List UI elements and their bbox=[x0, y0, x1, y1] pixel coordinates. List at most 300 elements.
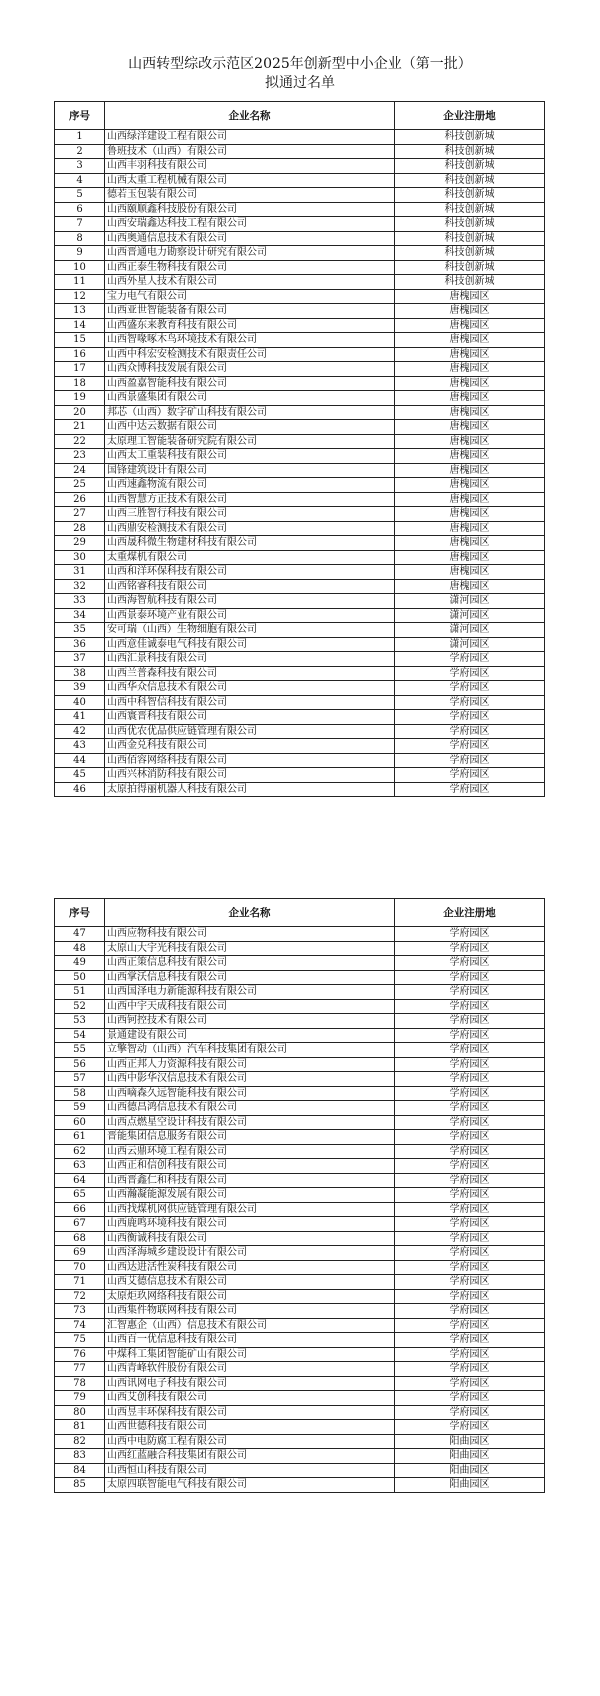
registration-location: 学府园区 bbox=[395, 1014, 545, 1029]
registration-location: 学府园区 bbox=[395, 985, 545, 1000]
registration-location: 学府园区 bbox=[395, 724, 545, 739]
table-row bbox=[55, 130, 545, 145]
row-number: 38 bbox=[55, 666, 105, 681]
company-name: 山西讯网电子科技有限公司 bbox=[105, 1376, 395, 1391]
table-row bbox=[55, 1275, 545, 1290]
registration-location: 科技创新城 bbox=[395, 217, 545, 232]
table-row bbox=[55, 304, 545, 319]
company-name: 山西国泽电力新能源科技有限公司 bbox=[105, 985, 395, 1000]
registration-location: 唐槐园区 bbox=[395, 507, 545, 522]
registration-location: 学府园区 bbox=[395, 1057, 545, 1072]
registration-location: 阳曲园区 bbox=[395, 1449, 545, 1464]
company-name: 山西嘀森久远智能科技有限公司 bbox=[105, 1086, 395, 1101]
company-name: 山西达进活性炭科技有限公司 bbox=[105, 1260, 395, 1275]
row-number: 43 bbox=[55, 739, 105, 754]
table-row bbox=[55, 1086, 545, 1101]
table-row bbox=[55, 1144, 545, 1159]
table-row bbox=[55, 347, 545, 362]
row-number: 28 bbox=[55, 521, 105, 536]
company-name: 山西外星人技术有限公司 bbox=[105, 275, 395, 290]
company-name: 山西掌沃信息科技有限公司 bbox=[105, 970, 395, 985]
table-row bbox=[55, 536, 545, 551]
header-name: 企业名称 bbox=[105, 899, 395, 927]
registration-location: 科技创新城 bbox=[395, 188, 545, 203]
company-name: 山西中影华汉信息技术有限公司 bbox=[105, 1072, 395, 1087]
table-row bbox=[55, 1391, 545, 1406]
row-number: 83 bbox=[55, 1449, 105, 1464]
registration-location: 唐槐园区 bbox=[395, 333, 545, 348]
company-name: 山西钶控技术有限公司 bbox=[105, 1014, 395, 1029]
registration-location: 学府园区 bbox=[395, 695, 545, 710]
registration-location: 唐槐园区 bbox=[395, 318, 545, 333]
registration-location: 学府园区 bbox=[395, 739, 545, 754]
table-row bbox=[55, 173, 545, 188]
company-name: 山西中科宏安检测技术有限责任公司 bbox=[105, 347, 395, 362]
row-number: 12 bbox=[55, 289, 105, 304]
row-number: 48 bbox=[55, 941, 105, 956]
row-number: 47 bbox=[55, 927, 105, 942]
registration-location: 阳曲园区 bbox=[395, 1463, 545, 1478]
table-row bbox=[55, 724, 545, 739]
row-number: 29 bbox=[55, 536, 105, 551]
company-name: 山西景泰环境产业有限公司 bbox=[105, 608, 395, 623]
registration-location: 唐槐园区 bbox=[395, 347, 545, 362]
row-number: 71 bbox=[55, 1275, 105, 1290]
registration-location: 唐槐园区 bbox=[395, 536, 545, 551]
company-name: 山西世德科技有限公司 bbox=[105, 1420, 395, 1435]
table-row bbox=[55, 1246, 545, 1261]
company-name: 立擎智动（山西）汽车科技集团有限公司 bbox=[105, 1043, 395, 1058]
table-row bbox=[55, 318, 545, 333]
table-row bbox=[55, 159, 545, 174]
row-number: 32 bbox=[55, 579, 105, 594]
company-name: 山西太重工程机械有限公司 bbox=[105, 173, 395, 188]
registration-location: 唐槐园区 bbox=[395, 550, 545, 565]
registration-location: 唐槐园区 bbox=[395, 478, 545, 493]
table-row bbox=[55, 652, 545, 667]
company-name: 山西瀚凝能源发展有限公司 bbox=[105, 1188, 395, 1203]
company-name: 山西红蓝融合科技集团有限公司 bbox=[105, 1449, 395, 1464]
row-number: 8 bbox=[55, 231, 105, 246]
table-row bbox=[55, 1028, 545, 1043]
company-name: 山西正邦人力资源科技有限公司 bbox=[105, 1057, 395, 1072]
document-title: 山西转型综改示范区2025年创新型中小企业（第一批） bbox=[128, 56, 472, 72]
table-row bbox=[55, 231, 545, 246]
company-name: 山西艾创科技有限公司 bbox=[105, 1391, 395, 1406]
registration-location: 学府园区 bbox=[395, 1391, 545, 1406]
registration-location: 学府园区 bbox=[395, 1318, 545, 1333]
row-number: 51 bbox=[55, 985, 105, 1000]
row-number: 45 bbox=[55, 768, 105, 783]
table-row bbox=[55, 1159, 545, 1174]
registration-location: 学府园区 bbox=[395, 753, 545, 768]
row-number: 20 bbox=[55, 405, 105, 420]
registration-location: 学府园区 bbox=[395, 681, 545, 696]
company-name: 山西众博科技发展有限公司 bbox=[105, 362, 395, 377]
row-number: 10 bbox=[55, 260, 105, 275]
company-name: 山西鼎安检测技术有限公司 bbox=[105, 521, 395, 536]
row-number: 61 bbox=[55, 1130, 105, 1145]
row-number: 70 bbox=[55, 1260, 105, 1275]
table-row bbox=[55, 521, 545, 536]
row-number: 2 bbox=[55, 144, 105, 159]
table-row bbox=[55, 623, 545, 638]
company-name: 太原理工智能装备研究院有限公司 bbox=[105, 434, 395, 449]
table-row bbox=[55, 1478, 545, 1493]
company-name: 山西中达云数据有限公司 bbox=[105, 420, 395, 435]
registration-location: 学府园区 bbox=[395, 1246, 545, 1261]
company-name: 太原四联智能电气科技有限公司 bbox=[105, 1478, 395, 1493]
registration-location: 学府园区 bbox=[395, 1289, 545, 1304]
company-name: 山西德昌鸿信息技术有限公司 bbox=[105, 1101, 395, 1116]
row-number: 68 bbox=[55, 1231, 105, 1246]
row-number: 9 bbox=[55, 246, 105, 261]
table-row bbox=[55, 260, 545, 275]
registration-location: 学府园区 bbox=[395, 1202, 545, 1217]
registration-location: 学府园区 bbox=[395, 1188, 545, 1203]
table-row bbox=[55, 1420, 545, 1435]
registration-location: 学府园区 bbox=[395, 1260, 545, 1275]
table-row bbox=[55, 565, 545, 580]
row-number: 22 bbox=[55, 434, 105, 449]
company-name: 山西衡诚科技有限公司 bbox=[105, 1231, 395, 1246]
company-name: 山西华众信息技术有限公司 bbox=[105, 681, 395, 696]
table-header-row bbox=[55, 102, 545, 130]
registration-location: 学府园区 bbox=[395, 1333, 545, 1348]
registration-location: 学府园区 bbox=[395, 1159, 545, 1174]
registration-location: 学府园区 bbox=[395, 1420, 545, 1435]
company-name: 山西优农优品供应链管理有限公司 bbox=[105, 724, 395, 739]
row-number: 46 bbox=[55, 782, 105, 797]
row-number: 75 bbox=[55, 1333, 105, 1348]
company-name: 山西盛东来教育科技有限公司 bbox=[105, 318, 395, 333]
registration-location: 学府园区 bbox=[395, 941, 545, 956]
company-name: 山西和洋环保科技有限公司 bbox=[105, 565, 395, 580]
registration-location: 唐槐园区 bbox=[395, 565, 545, 580]
company-name: 山西盈嘉智能科技有限公司 bbox=[105, 376, 395, 391]
row-number: 23 bbox=[55, 449, 105, 464]
registration-location: 学府园区 bbox=[395, 782, 545, 797]
row-number: 65 bbox=[55, 1188, 105, 1203]
registration-location: 学府园区 bbox=[395, 927, 545, 942]
registration-location: 学府园区 bbox=[395, 1043, 545, 1058]
table-row bbox=[55, 637, 545, 652]
company-name: 山西中电防腐工程有限公司 bbox=[105, 1434, 395, 1449]
company-name: 太原拍得丽机器人科技有限公司 bbox=[105, 782, 395, 797]
company-name: 山西晋鑫仁和科技有限公司 bbox=[105, 1173, 395, 1188]
row-number: 63 bbox=[55, 1159, 105, 1174]
registration-location: 学府园区 bbox=[395, 1086, 545, 1101]
registration-location: 唐槐园区 bbox=[395, 289, 545, 304]
registration-location: 科技创新城 bbox=[395, 130, 545, 145]
row-number: 49 bbox=[55, 956, 105, 971]
table-row bbox=[55, 507, 545, 522]
table-row bbox=[55, 1333, 545, 1348]
table-row bbox=[55, 1405, 545, 1420]
table-row bbox=[55, 1115, 545, 1130]
registration-location: 科技创新城 bbox=[395, 231, 545, 246]
row-number: 36 bbox=[55, 637, 105, 652]
company-name: 山西金兑科技有限公司 bbox=[105, 739, 395, 754]
registration-location: 学府园区 bbox=[395, 1275, 545, 1290]
company-name: 山西中科智信科技有限公司 bbox=[105, 695, 395, 710]
table-row bbox=[55, 1072, 545, 1087]
company-name: 山西泽海城乡建设设计有限公司 bbox=[105, 1246, 395, 1261]
table-row bbox=[55, 362, 545, 377]
table-row bbox=[55, 550, 545, 565]
row-number: 84 bbox=[55, 1463, 105, 1478]
table-row bbox=[55, 275, 545, 290]
row-number: 33 bbox=[55, 594, 105, 609]
table-row bbox=[55, 999, 545, 1014]
registration-location: 学府园区 bbox=[395, 652, 545, 667]
row-number: 67 bbox=[55, 1217, 105, 1232]
company-name: 山西正泰生物科技有限公司 bbox=[105, 260, 395, 275]
company-name: 山西太工重装科技有限公司 bbox=[105, 449, 395, 464]
registration-location: 学府园区 bbox=[395, 1405, 545, 1420]
row-number: 42 bbox=[55, 724, 105, 739]
registration-location: 学府园区 bbox=[395, 1217, 545, 1232]
registration-location: 科技创新城 bbox=[395, 173, 545, 188]
table-row bbox=[55, 739, 545, 754]
table-row bbox=[55, 391, 545, 406]
company-name: 山西亚世智能装备有限公司 bbox=[105, 304, 395, 319]
company-name: 山西景盛集团有限公司 bbox=[105, 391, 395, 406]
row-number: 54 bbox=[55, 1028, 105, 1043]
row-number: 16 bbox=[55, 347, 105, 362]
company-name: 山西智喙啄木鸟环境技术有限公司 bbox=[105, 333, 395, 348]
row-number: 3 bbox=[55, 159, 105, 174]
table-row bbox=[55, 333, 545, 348]
row-number: 50 bbox=[55, 970, 105, 985]
row-number: 40 bbox=[55, 695, 105, 710]
registration-location: 学府园区 bbox=[395, 1362, 545, 1377]
enterprise-table-2 bbox=[54, 898, 545, 1493]
header-location: 企业注册地 bbox=[395, 899, 545, 927]
company-name: 太原炬玖网络科技有限公司 bbox=[105, 1289, 395, 1304]
row-number: 24 bbox=[55, 463, 105, 478]
company-name: 山西中宇天成科技有限公司 bbox=[105, 999, 395, 1014]
row-number: 5 bbox=[55, 188, 105, 203]
table-row bbox=[55, 289, 545, 304]
company-name: 山西应物科技有限公司 bbox=[105, 927, 395, 942]
company-name: 景通建设有限公司 bbox=[105, 1028, 395, 1043]
row-number: 62 bbox=[55, 1144, 105, 1159]
registration-location: 潇河园区 bbox=[395, 637, 545, 652]
row-number: 79 bbox=[55, 1391, 105, 1406]
row-number: 81 bbox=[55, 1420, 105, 1435]
table-row bbox=[55, 1463, 545, 1478]
table-row bbox=[55, 1449, 545, 1464]
registration-location: 阳曲园区 bbox=[395, 1434, 545, 1449]
registration-location: 唐槐园区 bbox=[395, 420, 545, 435]
registration-location: 科技创新城 bbox=[395, 246, 545, 261]
table-row bbox=[55, 710, 545, 725]
company-name: 山西鹿鸣环境科技有限公司 bbox=[105, 1217, 395, 1232]
company-name: 山西恒山科技有限公司 bbox=[105, 1463, 395, 1478]
registration-location: 学府园区 bbox=[395, 970, 545, 985]
row-number: 13 bbox=[55, 304, 105, 319]
company-name: 山西意佳诚泰电气科技有限公司 bbox=[105, 637, 395, 652]
row-number: 35 bbox=[55, 623, 105, 638]
company-name: 山西昱丰环保科技有限公司 bbox=[105, 1405, 395, 1420]
table-row bbox=[55, 1362, 545, 1377]
table-row bbox=[55, 1304, 545, 1319]
table-row bbox=[55, 666, 545, 681]
row-number: 56 bbox=[55, 1057, 105, 1072]
company-name: 山西海智航科技有限公司 bbox=[105, 594, 395, 609]
row-number: 66 bbox=[55, 1202, 105, 1217]
company-name: 山西集件物联网科技有限公司 bbox=[105, 1304, 395, 1319]
row-number: 52 bbox=[55, 999, 105, 1014]
table-row bbox=[55, 463, 545, 478]
table-row bbox=[55, 1202, 545, 1217]
company-name: 山西晋通电力勘察设计研究有限公司 bbox=[105, 246, 395, 261]
row-number: 58 bbox=[55, 1086, 105, 1101]
company-name: 晋能集团信息服务有限公司 bbox=[105, 1130, 395, 1145]
company-name: 山西晟科微生物建材科技有限公司 bbox=[105, 536, 395, 551]
table-row bbox=[55, 1260, 545, 1275]
registration-location: 学府园区 bbox=[395, 666, 545, 681]
table-row bbox=[55, 246, 545, 261]
company-name: 山西青峰软件股份有限公司 bbox=[105, 1362, 395, 1377]
table-header-row bbox=[55, 899, 545, 927]
row-number: 26 bbox=[55, 492, 105, 507]
row-number: 14 bbox=[55, 318, 105, 333]
registration-location: 学府园区 bbox=[395, 1304, 545, 1319]
row-number: 78 bbox=[55, 1376, 105, 1391]
table-row bbox=[55, 1188, 545, 1203]
table-row bbox=[55, 695, 545, 710]
registration-location: 学府园区 bbox=[395, 1347, 545, 1362]
table-row bbox=[55, 1434, 545, 1449]
company-name: 山西铭睿科技有限公司 bbox=[105, 579, 395, 594]
registration-location: 学府园区 bbox=[395, 1376, 545, 1391]
company-name: 山西速鑫物流有限公司 bbox=[105, 478, 395, 493]
row-number: 73 bbox=[55, 1304, 105, 1319]
row-number: 15 bbox=[55, 333, 105, 348]
row-number: 76 bbox=[55, 1347, 105, 1362]
row-number: 77 bbox=[55, 1362, 105, 1377]
row-number: 19 bbox=[55, 391, 105, 406]
company-name: 山西绿洋建设工程有限公司 bbox=[105, 130, 395, 145]
table-row bbox=[55, 420, 545, 435]
table-row bbox=[55, 1057, 545, 1072]
registration-location: 学府园区 bbox=[395, 1028, 545, 1043]
registration-location: 唐槐园区 bbox=[395, 492, 545, 507]
row-number: 82 bbox=[55, 1434, 105, 1449]
document-subtitle: 拟通过名单 bbox=[265, 75, 335, 91]
row-number: 21 bbox=[55, 420, 105, 435]
row-number: 55 bbox=[55, 1043, 105, 1058]
row-number: 57 bbox=[55, 1072, 105, 1087]
company-name: 山西汇景科技有限公司 bbox=[105, 652, 395, 667]
table-body-1 bbox=[55, 130, 545, 797]
row-number: 44 bbox=[55, 753, 105, 768]
registration-location: 唐槐园区 bbox=[395, 579, 545, 594]
table-row bbox=[55, 1101, 545, 1116]
header-name: 企业名称 bbox=[105, 102, 395, 130]
row-number: 1 bbox=[55, 130, 105, 145]
header-no: 序号 bbox=[55, 899, 105, 927]
row-number: 4 bbox=[55, 173, 105, 188]
row-number: 11 bbox=[55, 275, 105, 290]
table-row bbox=[55, 1376, 545, 1391]
company-name: 邦芯（山西）数字矿山科技有限公司 bbox=[105, 405, 395, 420]
table-row bbox=[55, 405, 545, 420]
table-row bbox=[55, 434, 545, 449]
table-row bbox=[55, 1173, 545, 1188]
company-name: 山西找煤机网供应链管理有限公司 bbox=[105, 1202, 395, 1217]
row-number: 37 bbox=[55, 652, 105, 667]
row-number: 85 bbox=[55, 1478, 105, 1493]
row-number: 27 bbox=[55, 507, 105, 522]
table-row bbox=[55, 956, 545, 971]
company-name: 国锋建筑设计有限公司 bbox=[105, 463, 395, 478]
row-number: 64 bbox=[55, 1173, 105, 1188]
registration-location: 唐槐园区 bbox=[395, 304, 545, 319]
company-name: 山西兰普森科技有限公司 bbox=[105, 666, 395, 681]
table-row bbox=[55, 768, 545, 783]
enterprise-table-1 bbox=[54, 101, 545, 797]
table-row bbox=[55, 927, 545, 942]
company-name: 山西三胜智行科技有限公司 bbox=[105, 507, 395, 522]
registration-location: 阳曲园区 bbox=[395, 1478, 545, 1493]
registration-location: 科技创新城 bbox=[395, 260, 545, 275]
table-row bbox=[55, 1217, 545, 1232]
company-name: 山西正和信创科技有限公司 bbox=[105, 1159, 395, 1174]
table-row bbox=[55, 753, 545, 768]
table-row bbox=[55, 941, 545, 956]
header-no: 序号 bbox=[55, 102, 105, 130]
registration-location: 潇河园区 bbox=[395, 623, 545, 638]
row-number: 53 bbox=[55, 1014, 105, 1029]
company-name: 山西安瑞鑫达科技工程有限公司 bbox=[105, 217, 395, 232]
company-name: 山西奥通信息技术有限公司 bbox=[105, 231, 395, 246]
row-number: 30 bbox=[55, 550, 105, 565]
row-number: 59 bbox=[55, 1101, 105, 1116]
company-name: 鲁班技术（山西）有限公司 bbox=[105, 144, 395, 159]
company-name: 山西艾德信息技术有限公司 bbox=[105, 1275, 395, 1290]
row-number: 69 bbox=[55, 1246, 105, 1261]
registration-location: 学府园区 bbox=[395, 999, 545, 1014]
company-name: 山西寰晋科技有限公司 bbox=[105, 710, 395, 725]
table-row bbox=[55, 1130, 545, 1145]
table-row bbox=[55, 217, 545, 232]
registration-location: 学府园区 bbox=[395, 1130, 545, 1145]
registration-location: 科技创新城 bbox=[395, 202, 545, 217]
registration-location: 学府园区 bbox=[395, 1173, 545, 1188]
row-number: 31 bbox=[55, 565, 105, 580]
company-name: 安可瑞（山西）生物细胞有限公司 bbox=[105, 623, 395, 638]
table-row bbox=[55, 1014, 545, 1029]
table-row bbox=[55, 970, 545, 985]
table-body-2 bbox=[55, 927, 545, 1493]
registration-location: 科技创新城 bbox=[395, 159, 545, 174]
company-name: 山西云鼎环境工程有限公司 bbox=[105, 1144, 395, 1159]
table-row bbox=[55, 594, 545, 609]
table-row bbox=[55, 1231, 545, 1246]
registration-location: 学府园区 bbox=[395, 1231, 545, 1246]
company-name: 山西点燃星空设计科技有限公司 bbox=[105, 1115, 395, 1130]
registration-location: 唐槐园区 bbox=[395, 405, 545, 420]
registration-location: 唐槐园区 bbox=[395, 521, 545, 536]
table-row bbox=[55, 1289, 545, 1304]
registration-location: 学府园区 bbox=[395, 956, 545, 971]
company-name: 山西正策信息科技有限公司 bbox=[105, 956, 395, 971]
company-name: 德若玉包装有限公司 bbox=[105, 188, 395, 203]
registration-location: 科技创新城 bbox=[395, 275, 545, 290]
